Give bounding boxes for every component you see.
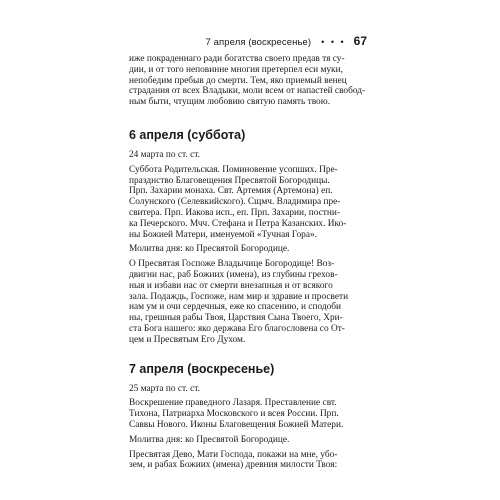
text-line: ны, грешныя рабы Твоя, Царствия Сына Твоего, Хри- xyxy=(129,313,343,324)
prayer-of-day-label: Молитва дня: ко Пресвятой Богородице. xyxy=(129,244,290,255)
text-line: зала. Подаждь, Госпоже, нам мир и здравие и просвети xyxy=(129,291,349,302)
text-line: страдания от всех Владыки, моли всем от напастей свобод- xyxy=(129,86,366,97)
page-body xyxy=(129,54,375,471)
text-line: двигни нас, раб Божиих (имена), из глубины грехов- xyxy=(129,269,338,280)
prayer-paragraph xyxy=(129,259,375,345)
old-style-date: 25 марта по ст. ст. xyxy=(129,383,200,394)
prayer-of-day-label: Молитва дня: ко Пресвятой Богородице. xyxy=(129,434,290,445)
text-line: непобедим пребыв до смерти. Тем, яко приемый венец xyxy=(129,75,347,86)
text-line: иже покраденнаго ради богатства своего предав тя су- xyxy=(129,54,345,64)
text-line: цем и Пресвятым Его Духом. xyxy=(129,334,246,345)
prayer-paragraph xyxy=(129,450,375,472)
commemoration-paragraph xyxy=(129,398,375,430)
text-line: Суббота Родительская. Поминовение усопших. Пре- xyxy=(129,164,338,175)
commemoration-paragraph xyxy=(129,165,375,241)
running-head-title: 7 апреля (воскресенье) xyxy=(205,37,312,48)
section-heading-april-6: 6 апреля (суббота) xyxy=(129,127,246,142)
intro-paragraph xyxy=(129,54,375,108)
running-head xyxy=(206,34,368,48)
text-line: ным быти, чтущим любовию святую память твою. xyxy=(129,97,331,108)
text-line: свитера. Прп. Иакова исп., еп. Прп. Захарии, постни- xyxy=(129,207,340,218)
old-style-date: 24 марта по ст. ст. xyxy=(129,149,200,160)
text-line: ны Божией Матери, именуемой «Тучная Гора». xyxy=(129,229,317,240)
text-line: зем, и рабах Божиих (имена) древния милости Твоя: xyxy=(129,460,338,471)
text-line: О Пресвятая Госпоже Владычице Богородице! Воз- xyxy=(129,259,335,270)
text-line: Солунского (Селевкийского). Сщмч. Владимира пре- xyxy=(129,197,341,208)
text-line: Тихона, Патриарха Московского и всея России. Прп. xyxy=(129,409,339,420)
section-heading-april-7: 7 апреля (воскресенье) xyxy=(129,361,275,376)
page-number: 67 xyxy=(353,34,367,48)
text-line: Пресвятая Дево, Мати Господа, покажи на мне, убо- xyxy=(129,449,338,460)
text-line: празднство Благовещения Пресвятой Богородицы. xyxy=(129,175,330,186)
text-line: нам ум и очи сердечныя, еже ко спасению, и сподоби xyxy=(129,302,342,313)
text-line: Прп. Захарии монаха. Свт. Артемия (Артемона) еп. xyxy=(129,186,333,197)
text-line: Саввы Нового. Иконы Благовещения Божией Матери. xyxy=(129,419,344,430)
text-line: Воскрешение праведного Лазаря. Преставление свт. xyxy=(129,398,337,409)
text-line: ста Бога нашего: яко держава Его благословена со От- xyxy=(129,323,345,334)
running-head-dots: • • • xyxy=(321,37,346,47)
text-line: ка Печерского. Мчч. Стефана и Петра Казанских. Ико- xyxy=(129,218,347,229)
text-line: ныя и избави нас от смерти внезапныя и от всякого xyxy=(129,280,333,291)
text-line: дии, и от того неповинне многия претерпел еси муки, xyxy=(129,64,343,75)
